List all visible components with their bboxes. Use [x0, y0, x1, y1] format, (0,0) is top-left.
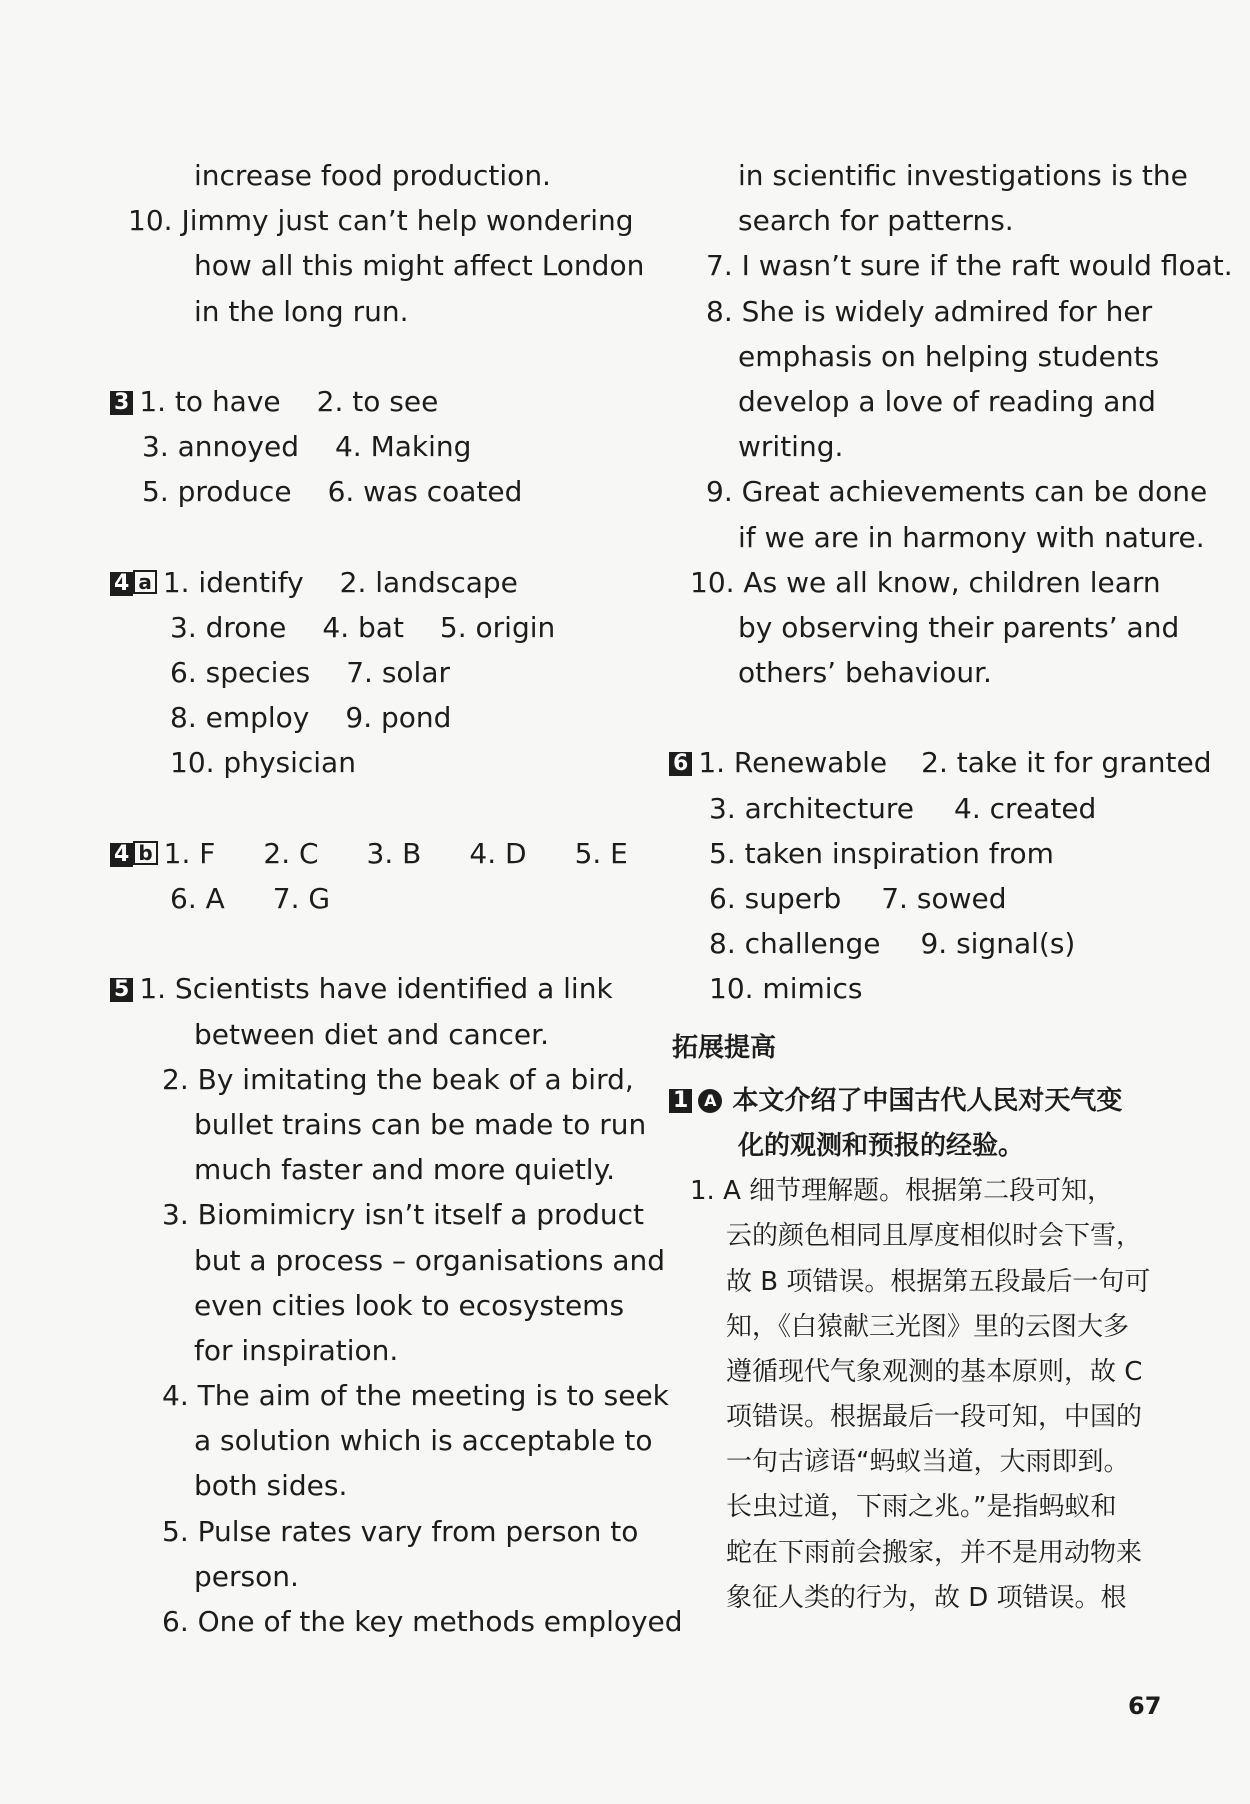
q5-line: if we are in harmony with nature.	[738, 520, 1205, 554]
q6-badge: 6	[669, 752, 692, 776]
q5-line: much faster and more quietly.	[194, 1153, 616, 1187]
q4b-line: 6. A 7. G	[170, 882, 331, 915]
q5-line: 9. Great achievements can be done	[706, 475, 1208, 509]
q5-line: both sides.	[194, 1469, 348, 1503]
explanation-line: 蛇在下雨前会搬家，并不是用动物来	[726, 1537, 1143, 1568]
q3-line: 3. annoyed 4. Making	[142, 430, 472, 464]
q5-badge: 5	[110, 978, 133, 1002]
q4a-sub-badge: a	[133, 570, 157, 594]
q4b-sub-badge: b	[133, 841, 157, 865]
q5-line: bullet trains can be made to run	[194, 1107, 647, 1141]
ext1-circle-badge: A	[698, 1089, 722, 1113]
q6-line: 6 1. Renewable 2. take it for granted	[669, 740, 1177, 785]
q3-line: 3 1. to have 2. to see	[110, 379, 628, 424]
q5-line: 6. One of the key methods employed	[162, 1605, 683, 1638]
q6-line: 6. superb 7. sowed	[709, 882, 1007, 915]
section-title: 拓展提高	[672, 1032, 777, 1063]
explanation-line: 云的颜色相同且厚度相似时会下雪，	[726, 1221, 1143, 1252]
q5-line: emphasis on helping students	[738, 339, 1160, 373]
q5-line: person.	[194, 1559, 299, 1593]
q6-line: 10. mimics	[709, 972, 863, 1006]
q5-line: 5. Pulse rates vary from person to	[162, 1514, 639, 1548]
explanation-line: 故 B 项错误。根据第五段最后一句可	[726, 1266, 1151, 1297]
q6-line: 3. architecture 4. created	[709, 791, 1097, 825]
explanation-line: 知，《白猿献三光图》里的云图大多	[726, 1311, 1130, 1342]
answer-line: in the long run.	[194, 294, 409, 328]
answer-line: 10. Jimmy just can’t help wondering	[128, 204, 634, 238]
q5-line: writing.	[738, 430, 844, 464]
page-number: 67	[1128, 1692, 1162, 1720]
q5-line: in scientific investigations is the	[738, 159, 1188, 192]
q4b-badge: 4	[110, 843, 133, 867]
q5-line: 5 1. Scientists have identified a link	[110, 966, 628, 1011]
ext1-badge: 1	[669, 1089, 692, 1113]
q4a-badge: 4	[110, 572, 133, 596]
q4a-line: 4 a 1. identify 2. landscape	[110, 560, 628, 605]
explanation-line: 1. A 细节理解题。根据第二段可知，	[690, 1176, 1114, 1207]
q5-line: for inspiration.	[194, 1333, 399, 1367]
q6-line: 5. taken inspiration from	[709, 836, 1054, 870]
q5-line: 7. I wasn’t sure if the raft would float.	[706, 249, 1233, 283]
q5-line: a solution which is acceptable to	[194, 1424, 653, 1458]
q5-line: search for patterns.	[738, 204, 1014, 238]
q4a-line: 8. employ 9. pond	[170, 701, 452, 735]
right-column	[672, 153, 1233, 1621]
q6-line: 8. challenge 9. signal(s)	[709, 927, 1076, 961]
q5-line: 8. She is widely admired for her	[706, 294, 1153, 328]
q4a-line: 3. drone 4. bat 5. origin	[170, 610, 556, 644]
q5-line: develop a love of reading and	[738, 384, 1156, 418]
explanation-line: 遵循现代气象观测的基本原则，故 C	[726, 1356, 1143, 1387]
answer-line: increase food production.	[194, 159, 551, 192]
q5-line: others’ behaviour.	[738, 656, 992, 690]
q3-line: 5. produce 6. was coated	[142, 475, 523, 509]
explanation-line: 长虫过道，下雨之兆。”是指蚂蚁和	[726, 1492, 1117, 1523]
ext1-summary: 化的观测和预报的经验。	[738, 1130, 1025, 1161]
q4b-line: 4 b 1. F 2. C 3. B 4. D 5. E	[110, 831, 628, 876]
q4a-line: 10. physician	[170, 746, 356, 780]
ext1-summary: 1 A 本文介绍了中国古代人民对天气变	[669, 1079, 1177, 1124]
q5-line: even cities look to ecosystems	[194, 1288, 625, 1322]
left-column	[114, 153, 683, 1644]
q3-badge: 3	[110, 391, 133, 415]
q4a-line: 6. species 7. solar	[170, 656, 450, 690]
q5-line: 2. By imitating the beak of a bird,	[162, 1062, 634, 1096]
explanation-line: 一句古谚语“蚂蚁当道，大雨即到。	[726, 1447, 1130, 1478]
q5-line: 3. Biomimicry isn’t itself a product	[162, 1198, 644, 1232]
q5-line: between diet and cancer.	[194, 1017, 549, 1051]
q5-line: 10. As we all know, children learn	[690, 565, 1161, 599]
q5-line: 4. The aim of the meeting is to seek	[162, 1379, 669, 1413]
q5-line: by observing their parents’ and	[738, 610, 1180, 644]
explanation-line: 象征人类的行为，故 D 项错误。根	[726, 1582, 1127, 1613]
explanation-line: 项错误。根据最后一段可知，中国的	[726, 1402, 1143, 1433]
q5-line: but a process – organisations and	[194, 1243, 666, 1277]
answer-line: how all this might affect London	[194, 249, 645, 283]
